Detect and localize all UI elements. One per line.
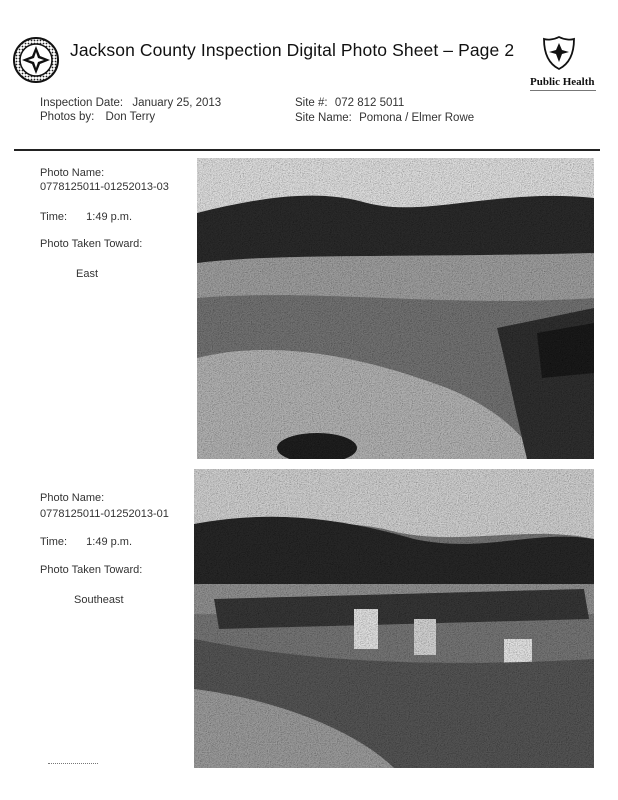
photo-2-time-value: 1:49 p.m. xyxy=(86,536,133,548)
photos-by-label: Photos by: xyxy=(40,111,95,123)
photo-1-name-value: 0778125011-01252013-03 xyxy=(40,181,169,193)
inspection-date xyxy=(40,97,221,109)
photo-1-time-value: 1:49 p.m. xyxy=(86,211,133,223)
photo-2-time-label: Time: xyxy=(40,536,68,548)
county-seal-icon xyxy=(12,36,60,84)
photo-1-name-label: Photo Name: xyxy=(40,167,105,179)
photo-2-toward-label: Photo Taken Toward: xyxy=(40,564,143,576)
photo-2-time xyxy=(40,536,132,548)
header-divider xyxy=(14,149,600,151)
site-photo-southeast xyxy=(194,469,594,768)
footer-mark xyxy=(48,763,98,765)
public-health-logo-text: Public Health xyxy=(530,76,595,88)
photo-1-toward-label: Photo Taken Toward: xyxy=(40,238,143,250)
photo-2-name-value: 0778125011-01252013-01 xyxy=(40,508,169,520)
site-number-label: Site #: xyxy=(295,97,328,109)
inspection-date-label: Inspection Date: xyxy=(40,97,124,109)
site-name xyxy=(295,112,474,124)
photos-by xyxy=(40,111,155,123)
logo-underline xyxy=(530,90,596,91)
site-photo-east xyxy=(197,158,594,459)
photo-1-time xyxy=(40,211,132,223)
page-title: Jackson County Inspection Digital Photo Sheet – Page 2 xyxy=(70,40,515,60)
site-name-value: Pomona / Elmer Rowe xyxy=(359,112,475,124)
site-name-label: Site Name: xyxy=(295,112,352,124)
photo-1-toward-value: East xyxy=(76,268,99,280)
photos-by-value: Don Terry xyxy=(105,111,156,123)
photo-1-time-label: Time: xyxy=(40,211,68,223)
site-number xyxy=(295,97,404,109)
photo-2-toward-value: Southeast xyxy=(74,594,124,606)
photo-2-name-label: Photo Name: xyxy=(40,492,105,504)
inspection-date-value: January 25, 2013 xyxy=(132,97,222,109)
site-number-value: 072 812 5011 xyxy=(334,97,405,109)
public-health-shield-icon xyxy=(543,36,575,70)
